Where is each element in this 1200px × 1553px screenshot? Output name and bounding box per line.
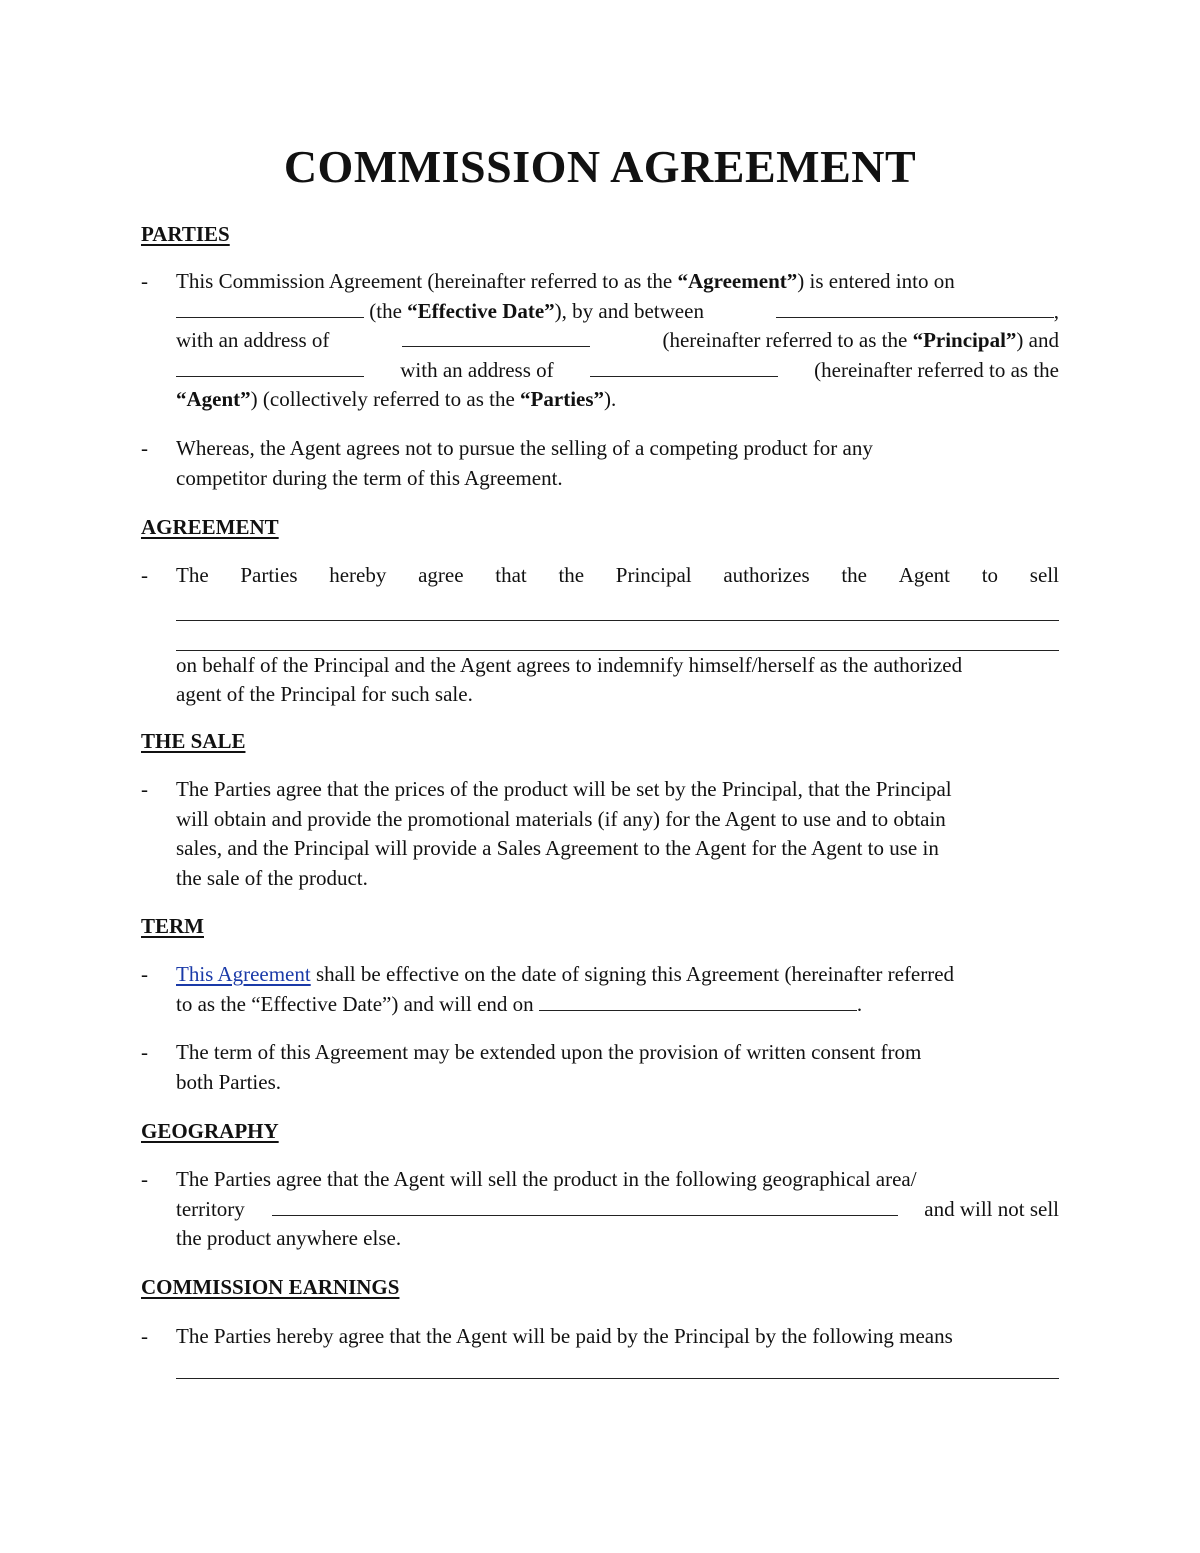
term-paragraph-1: - This Agreement shall be effective on the date of signing this Agreement (hereinafter referred to as the “Effective Date”) and will end on . xyxy=(141,962,955,1016)
section-heading-parties: PARTIES xyxy=(141,222,230,246)
earnings-paragraph: - The Parties hereby agree that the Agent will be paid by the Principal by the following means xyxy=(141,1322,1059,1379)
agreement-word: The xyxy=(176,563,209,587)
agreement-word: the xyxy=(558,563,585,587)
principal-name-blank[interactable] xyxy=(776,297,1054,318)
parties-paragraph-1: - This Commission Agreement (hereinafter referred to as the “Agreement”) is entered into on (the “Effective Date”), by and between , with an address of (hereinafter referred to as the “Principal”) and with an address of (hereinafter referred to as the “Agent”) (collectively referred to as the “Parties”). xyxy=(141,269,1059,411)
bullet-dash: - xyxy=(141,269,148,293)
document-title: COMMISSION AGREEMENT xyxy=(283,141,917,192)
sale-paragraph: - The Parties agree that the prices of the product will be set by the Principal, that the Principal will obtain and provide the promotional materials (if any) for the Agent to use and to obtain sales, and the Principal will provide a Sales Agreement to the Agent for the Agent to use in the sale of the product. xyxy=(141,777,952,890)
end-date-blank[interactable] xyxy=(539,990,857,1011)
agreement-line-1 xyxy=(176,561,1059,591)
agreement-word: Agent xyxy=(898,563,951,587)
parties-paragraph-2: - Whereas, the Agent agrees not to pursue the selling of a competing product for any competitor during the term of this Agreement. xyxy=(141,436,873,490)
this-agreement-link[interactable]: This Agreement xyxy=(176,962,311,986)
bullet-dash: - xyxy=(141,1167,148,1191)
agreement-word: authorizes xyxy=(723,563,810,587)
section-heading-sale: THE SALE xyxy=(141,729,246,753)
agreement-word: to xyxy=(981,563,999,587)
bullet-dash: - xyxy=(141,962,148,986)
bullet-dash: - xyxy=(141,563,148,587)
payment-means-blank[interactable] xyxy=(176,1352,1059,1379)
agent-name-blank[interactable] xyxy=(176,356,364,377)
effective-date-blank[interactable] xyxy=(176,297,364,318)
product-description-blank-2[interactable] xyxy=(176,621,1059,651)
geography-paragraph: - The Parties agree that the Agent will sell the product in the following geographical area/ territory and will not sell the product anywhere else. xyxy=(141,1167,1059,1250)
section-heading-earnings: COMMISSION EARNINGS xyxy=(141,1275,400,1299)
section-heading-geography: GEOGRAPHY xyxy=(141,1119,279,1143)
section-heading-agreement: AGREEMENT xyxy=(141,515,279,539)
agreement-word: hereby xyxy=(329,563,387,587)
agreement-word: that xyxy=(495,563,527,587)
agreement-word: sell xyxy=(1029,563,1059,587)
agent-address-blank[interactable] xyxy=(590,356,778,377)
principal-address-blank[interactable] xyxy=(402,326,590,347)
agreement-word: agree xyxy=(418,563,464,587)
section-heading-term: TERM xyxy=(141,914,204,938)
bullet-dash: - xyxy=(141,1324,148,1348)
bullet-dash: - xyxy=(141,777,148,801)
bullet-dash: - xyxy=(141,436,148,460)
product-description-blank-1[interactable] xyxy=(176,591,1059,621)
bullet-dash: - xyxy=(141,1040,148,1064)
agreement-paragraph: - The Parties hereby agree that the Principal authorizes the Agent to sell on behalf of the Principal and the Agent agrees to indemnify himself/herself as the authorized agent of the Principal for such sale. xyxy=(141,563,1059,706)
agreement-word: Parties xyxy=(240,563,298,587)
agreement-word: the xyxy=(841,563,867,587)
term-paragraph-2: - The term of this Agreement may be extended upon the provision of written consent from both Parties. xyxy=(141,1040,922,1094)
territory-blank[interactable] xyxy=(272,1195,898,1216)
agreement-word: Principal xyxy=(615,563,692,587)
